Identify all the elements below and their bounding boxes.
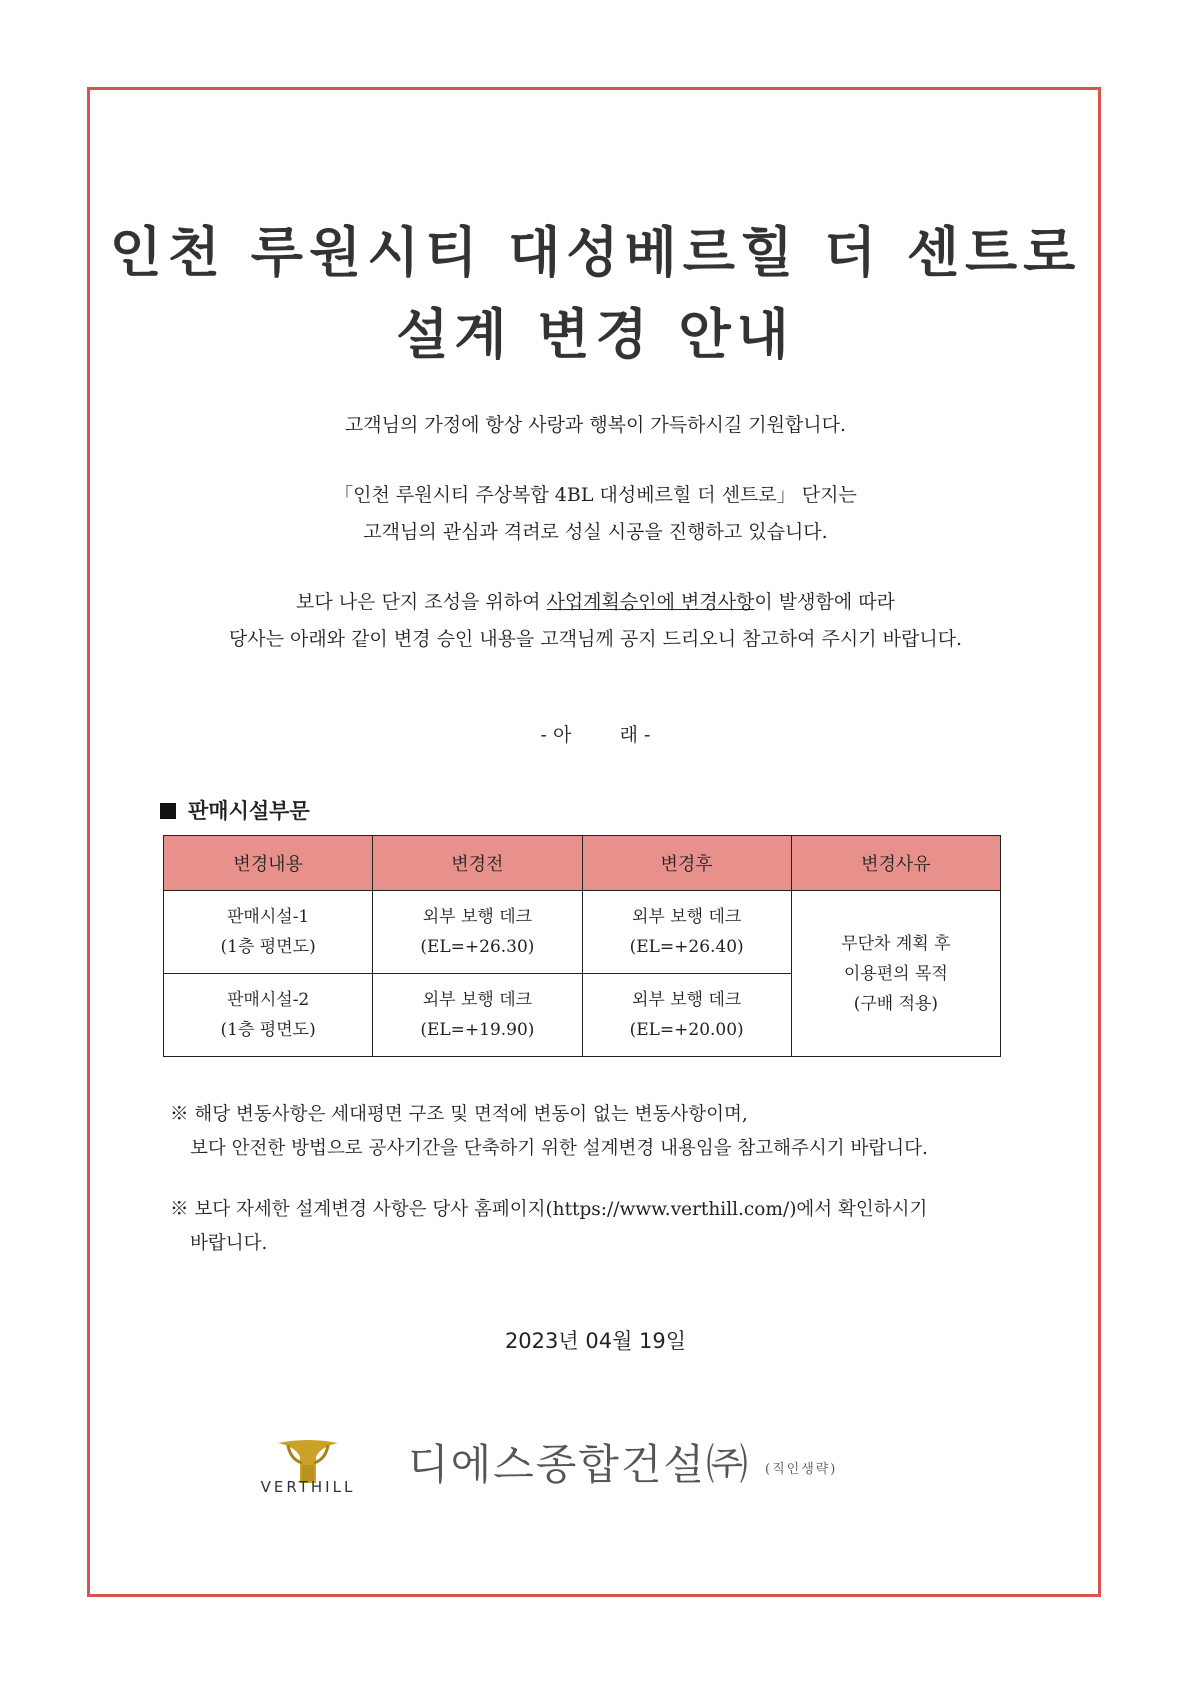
header-change-item: 변경내용 — [164, 836, 373, 891]
note-2 — [170, 1193, 927, 1261]
note-2-line-1: ※ 보다 자세한 설계변경 사항은 당사 홈페이지(https://www.verthill.com/)에서 확인하시기 — [170, 1199, 928, 1220]
section-heading — [160, 795, 310, 825]
notice-line-1-pre: 보다 나은 단지 조성을 위하여 — [296, 591, 547, 613]
header-after: 변경후 — [582, 836, 791, 891]
cell-after: 외부 보행 데크 (EL=+26.40) — [582, 891, 791, 974]
notice-underlined: 사업계획승인에 변경사항 — [546, 591, 755, 613]
square-bullet-icon — [160, 803, 176, 819]
changes-table — [163, 835, 1001, 1057]
cell-after: 외부 보행 데크 (EL=+20.00) — [582, 974, 791, 1057]
section-title: 판매시설부문 — [188, 799, 310, 823]
notice-line-1-post: 이 발생함에 따라 — [754, 591, 895, 613]
notice-line-1 — [0, 587, 1191, 614]
company-name: 디에스종합건설㈜ — [408, 1440, 751, 1489]
cell-item: 판매시설-1 (1층 평면도) — [164, 891, 373, 974]
header-reason: 변경사유 — [791, 836, 1000, 891]
table-row — [164, 891, 1001, 974]
note-1 — [170, 1098, 928, 1166]
notice-line-2: 당사는 아래와 같이 변경 승인 내용을 고객님께 공지 드리오니 참고하여 주시기 바랍니다. — [228, 628, 963, 650]
issue-date: 2023년 04월 19일 — [504, 1329, 687, 1353]
title-line-1: 인천 루원시티 대성베르힐 더 센트로 — [109, 221, 1082, 284]
below-marker: - 아 래 - — [540, 724, 651, 746]
note-1-line-1: ※ 해당 변동사항은 세대평면 구조 및 면적에 변동이 없는 변동사항이며, — [170, 1104, 748, 1125]
cell-before: 외부 보행 데크 (EL=+26.30) — [373, 891, 582, 974]
note-1-line-2: 보다 안전한 방법으로 공사기간을 단축하기 위한 설계변경 내용임을 참고해주시기 바랍니다. — [190, 1138, 928, 1159]
header-before: 변경전 — [373, 836, 582, 891]
cell-reason: 무단차 계획 후 이용편의 목적 (구배 적용) — [791, 891, 1000, 1057]
seal-note: (직인생략) — [765, 1462, 838, 1477]
cell-before: 외부 보행 데크 (EL=+19.90) — [373, 974, 582, 1057]
cell-item: 판매시설-2 (1층 평면도) — [164, 974, 373, 1057]
logo-text: VERTHILL — [260, 1478, 356, 1496]
title-line-2: 설계 변경 안내 — [396, 303, 795, 366]
intro-line-1: 「인천 루원시티 주상복합 4BL 대성베르힐 더 센트로」 단지는 — [334, 484, 857, 506]
greeting: 고객님의 가정에 항상 사랑과 행복이 가득하시길 기원합니다. — [344, 414, 847, 436]
intro-line-2: 고객님의 관심과 격려로 성실 시공을 진행하고 있습니다. — [363, 521, 828, 543]
note-2-line-2: 바랍니다. — [190, 1233, 268, 1254]
table-header-row — [164, 836, 1001, 891]
